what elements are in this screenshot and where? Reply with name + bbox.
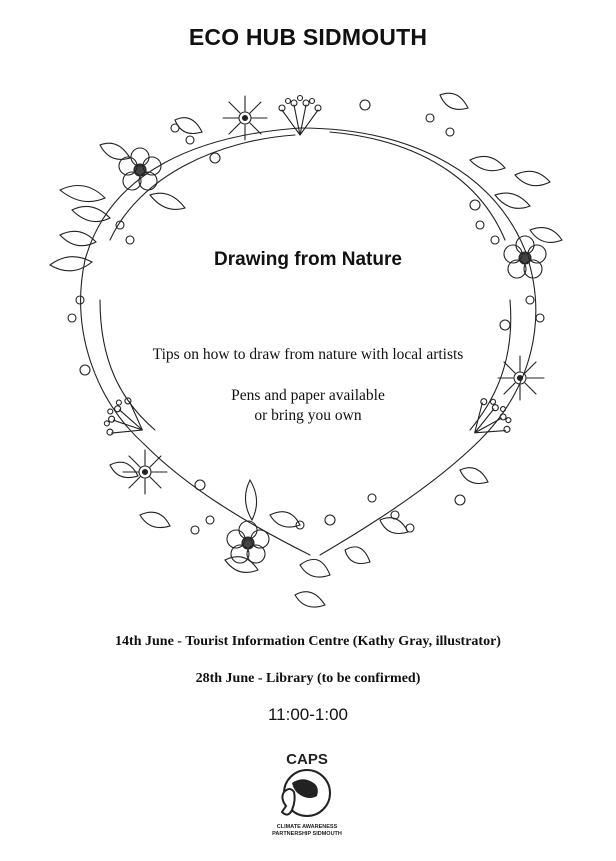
event-tagline: Tips on how to draw from nature with local artists [152, 346, 464, 363]
wreath-stems [81, 128, 536, 555]
caps-logo-line-2: PARTNERSHIP SIDMOUTH [272, 831, 342, 837]
event-title: Drawing from Nature [214, 249, 402, 270]
caps-logo-line-1: CLIMATE AWARENESS [276, 824, 338, 830]
materials-line-2: or bring you own [254, 407, 362, 424]
session-time: 11:00-1:00 [267, 705, 349, 724]
session-date-1: 14th June - Tourist Information Centre (Kathy Gray, illustrator) [115, 634, 501, 649]
materials-line-1: Pens and paper available [231, 387, 385, 404]
caps-logo-name: CAPS [286, 751, 328, 768]
caps-logo [262, 748, 352, 843]
globe-land-icon [292, 779, 318, 798]
wreath-daisies [123, 96, 544, 494]
session-date-2: 28th June - Library (to be confirmed) [195, 671, 421, 686]
poster-header-title: ECO HUB SIDMOUTH [188, 24, 428, 50]
